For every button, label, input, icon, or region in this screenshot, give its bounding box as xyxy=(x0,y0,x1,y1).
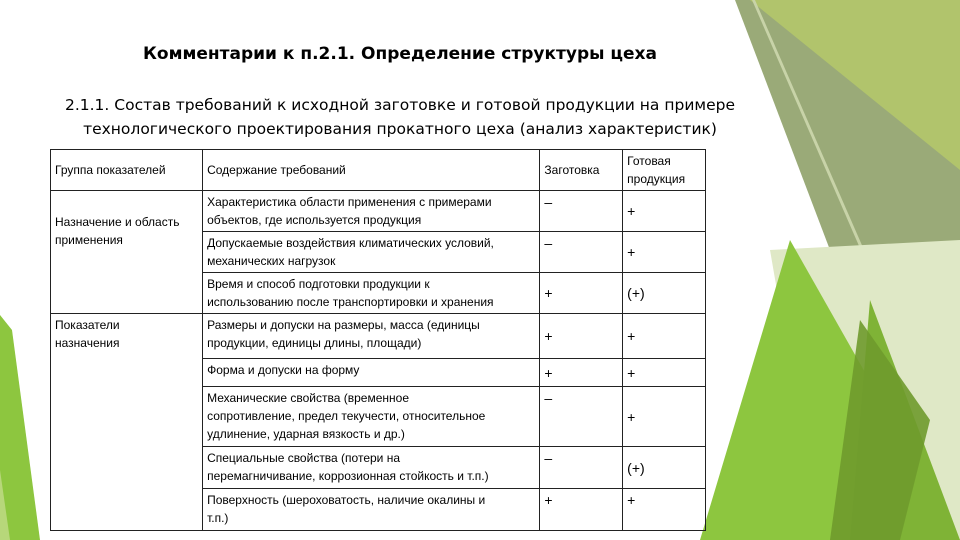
slide-title: Комментарии к п.2.1. Определение структуры цеха xyxy=(143,44,657,64)
table-row xyxy=(51,191,706,232)
blank-mark: – xyxy=(540,191,623,232)
blank-mark: – xyxy=(540,447,623,489)
content-line: объектов, где используется продукция xyxy=(207,213,422,227)
final-mark: + xyxy=(623,359,706,387)
content-line: удлинение, ударная вязкость и др.) xyxy=(207,427,405,441)
blank-mark: + xyxy=(540,359,623,387)
content-cell xyxy=(203,387,540,447)
table-header-row xyxy=(51,150,706,191)
requirements-table xyxy=(50,149,706,531)
content-cell xyxy=(203,273,540,314)
final-mark: + xyxy=(623,489,706,531)
content-line: сопротивление, предел текучести, относительное xyxy=(207,409,486,423)
header-final xyxy=(623,150,706,191)
blank-mark: + xyxy=(540,314,623,359)
content-line: Допускаемые воздействия климатичеcких условий, xyxy=(207,236,494,250)
blank-mark: – xyxy=(540,232,623,273)
blank-mark: – xyxy=(540,387,623,447)
content-line: Размеры и допуски на размеры, масса (единицы xyxy=(207,318,480,332)
content-line: механических нагрузок xyxy=(207,254,336,268)
content-cell xyxy=(203,314,540,359)
header-final-line2: продукция xyxy=(627,172,686,186)
group-indicators-line1: Показатели xyxy=(55,318,120,332)
content-cell xyxy=(203,447,540,489)
header-group: Группа показателей xyxy=(51,150,203,191)
content-line: продукции, единицы длины, площади) xyxy=(207,336,422,350)
content-line: Поверхность (шероховатость, наличие окалины и xyxy=(207,493,486,507)
slide-subtitle xyxy=(20,93,780,141)
content-cell xyxy=(203,191,540,232)
final-mark: + xyxy=(623,387,706,447)
content-line: перемагничивание, коррозионная стойкость и т.п.) xyxy=(207,469,489,483)
final-mark: (+) xyxy=(623,273,706,314)
content-cell xyxy=(203,359,540,387)
table-row xyxy=(51,314,706,359)
group-cell-indicators xyxy=(51,314,203,531)
group-purpose-line2: применения xyxy=(55,233,123,247)
final-mark: (+) xyxy=(623,447,706,489)
header-blank: Заготовка xyxy=(540,150,623,191)
final-mark: + xyxy=(623,232,706,273)
subtitle-line-2: технологического проектирования прокатного цеха (анализ характеристик) xyxy=(83,120,717,138)
content-cell xyxy=(203,232,540,273)
content-line: использованию после транспортировки и хранения xyxy=(207,295,494,309)
group-purpose-line1: Назначение и область xyxy=(55,215,180,229)
header-final-line1: Готовая xyxy=(627,154,671,168)
content-line: т.п.) xyxy=(207,511,229,525)
subtitle-line-1: 2.1.1. Состав требований к исходной заготовке и готовой продукции на примере xyxy=(64,96,735,114)
group-cell-purpose xyxy=(51,191,203,314)
blank-mark: + xyxy=(540,273,623,314)
header-content: Содержание требований xyxy=(203,150,540,191)
content-line: Специальные свойства (потери на xyxy=(207,451,401,465)
content-cell xyxy=(203,489,540,531)
blank-mark: + xyxy=(540,489,623,531)
group-indicators-line2: назначения xyxy=(55,336,120,350)
final-mark: + xyxy=(623,314,706,359)
final-mark: + xyxy=(623,191,706,232)
deco-left-green-sliver xyxy=(0,315,40,540)
content-line: Время и способ подготовки продукции к xyxy=(207,277,430,291)
content-line: Форма и допуски на форму xyxy=(207,363,360,377)
content-line: Механические свойства (временное xyxy=(207,391,409,405)
content-line: Характеристика области применения с примерами xyxy=(207,195,492,209)
